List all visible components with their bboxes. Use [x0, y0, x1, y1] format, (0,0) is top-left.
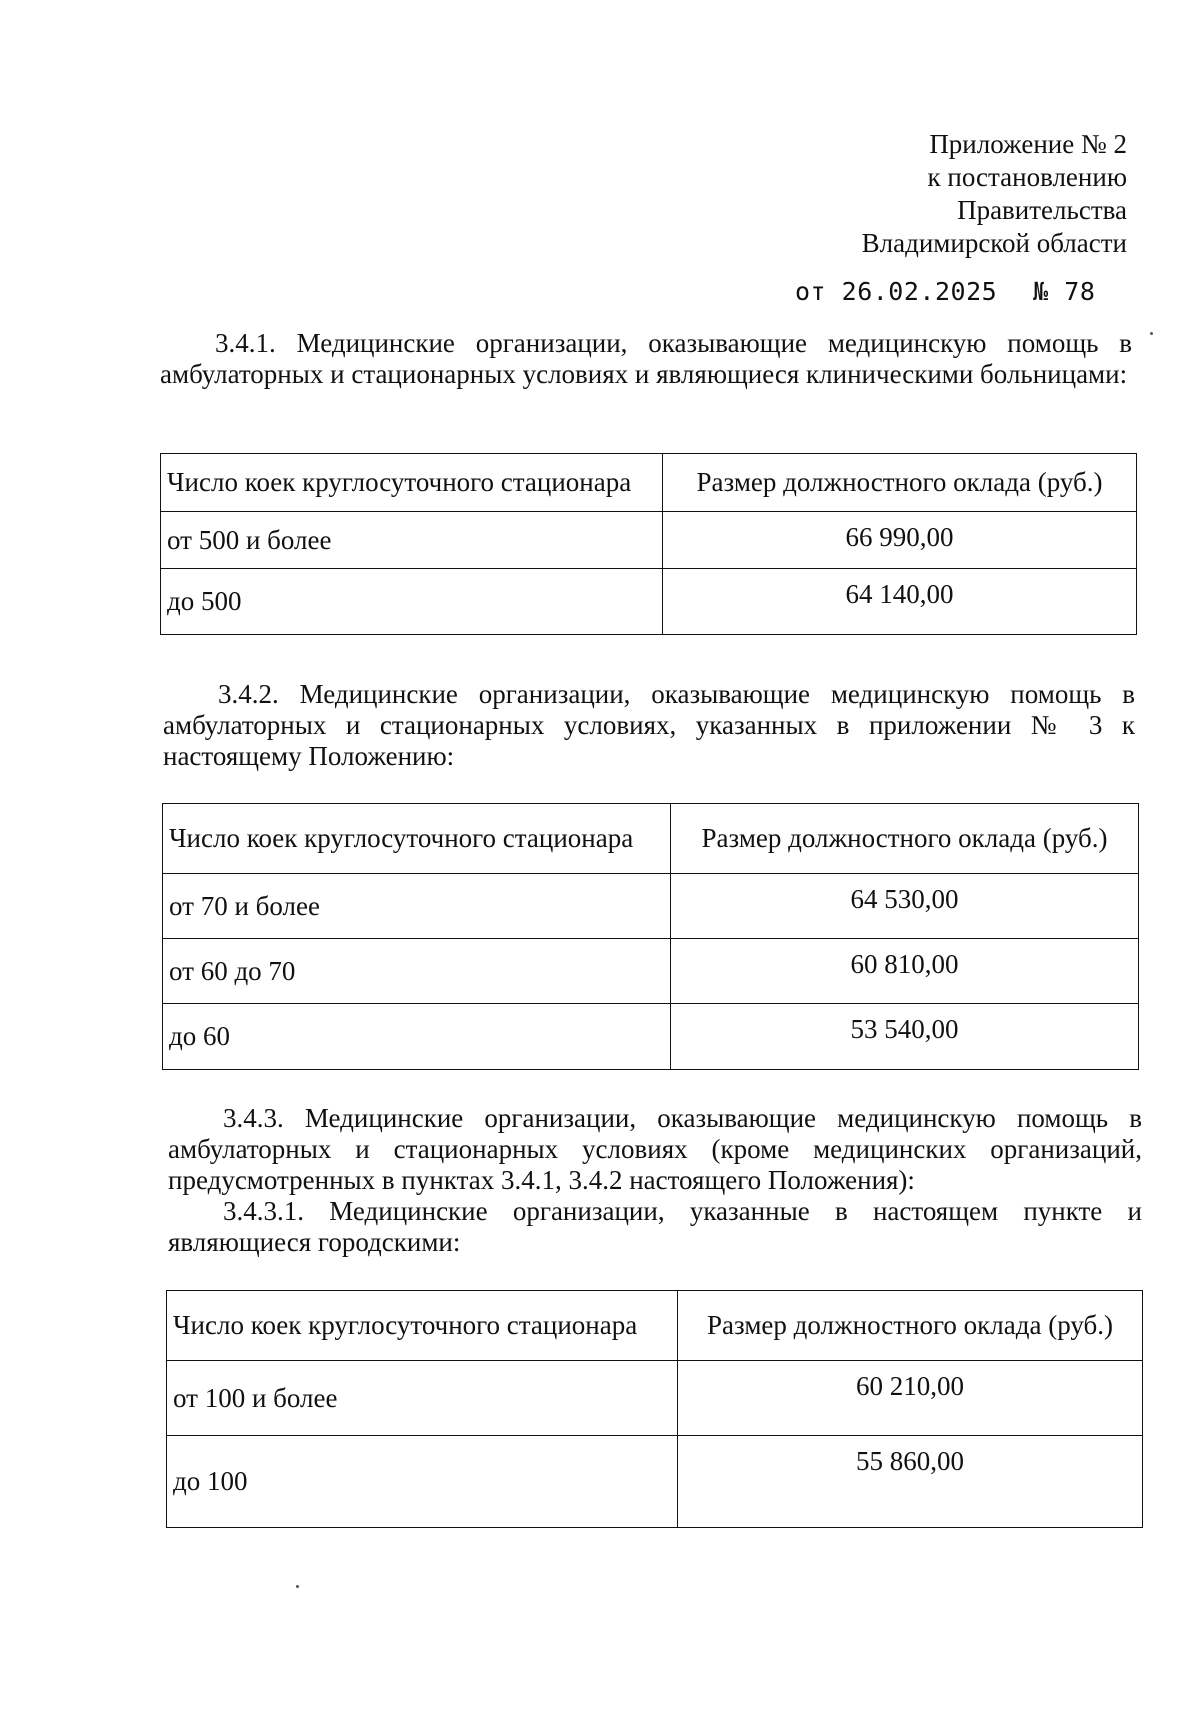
bed-count-cell: до 500 [161, 569, 663, 635]
table-row [167, 1436, 1143, 1528]
salary-cell: 60 810,00 [671, 939, 1139, 1004]
scan-speck [296, 1585, 299, 1588]
salary-table-3-4-3-1 [166, 1290, 1143, 1528]
section-3-4-3-1-text: 3.4.3.1. Медицинские организации, указанные в настоящем пункте и являющиеся городскими: [168, 1196, 1142, 1257]
table-row [167, 1361, 1143, 1436]
salary-cell: 64 530,00 [671, 874, 1139, 939]
table-row [161, 512, 1137, 569]
header-bed-count: Число коек круглосуточного стационара [161, 454, 663, 512]
section-3-4-3-text: 3.4.3. Медицинские организации, оказывающие медицинскую помощь в амбулаторных и стационарных условиях (кроме медицинских организаций, предусмотренных в пунктах 3.4.1, 3.4.2 настоящего Положения): [168, 1103, 1142, 1195]
bed-count-cell: до 60 [163, 1004, 671, 1070]
salary-cell: 66 990,00 [663, 512, 1137, 569]
salary-cell: 53 540,00 [671, 1004, 1139, 1070]
header-salary: Размер должностного оклада (руб.) [663, 454, 1137, 512]
scan-speck [1150, 332, 1153, 335]
bed-count-cell: от 70 и более [163, 874, 671, 939]
bed-count-cell: от 500 и более [161, 512, 663, 569]
salary-cell: 60 210,00 [678, 1361, 1143, 1436]
registration-stamp [795, 277, 1095, 306]
registration-date: от 26.02.2025 [795, 277, 998, 306]
salary-cell: 64 140,00 [663, 569, 1137, 635]
registration-number: № 78 [1033, 277, 1096, 306]
appendix-reference: к постановлению [927, 162, 1127, 192]
salary-table-3-4-1 [160, 453, 1137, 635]
table-header-row [167, 1291, 1143, 1361]
header-bed-count: Число коек круглосуточного стационара [167, 1291, 678, 1361]
table-row [163, 874, 1139, 939]
appendix-header [707, 128, 1127, 260]
appendix-authority: Правительства [957, 195, 1127, 225]
table-header-row [163, 804, 1139, 874]
appendix-number: Приложение № 2 [929, 129, 1127, 159]
header-bed-count: Число коек круглосуточного стационара [163, 804, 671, 874]
table-row [163, 1004, 1139, 1070]
table-header-row [161, 454, 1137, 512]
header-salary: Размер должностного оклада (руб.) [678, 1291, 1143, 1361]
bed-count-cell: до 100 [167, 1436, 678, 1528]
table-row [161, 569, 1137, 635]
table-row [163, 939, 1139, 1004]
appendix-region: Владимирской области [861, 228, 1127, 258]
header-salary: Размер должностного оклада (руб.) [671, 804, 1139, 874]
section-3-4-1-text: 3.4.1. Медицинские организации, оказывающие медицинскую помощь в амбулаторных и стационарных условиях и являющиеся клиническими больницами: [160, 328, 1132, 389]
bed-count-cell: от 60 до 70 [163, 939, 671, 1004]
section-3-4-2-text: 3.4.2. Медицинские организации, оказывающие медицинскую помощь в амбулаторных и стационарных условиях, указанных в приложении № 3 к настоящему Положению: [163, 679, 1135, 771]
bed-count-cell: от 100 и более [167, 1361, 678, 1436]
salary-cell: 55 860,00 [678, 1436, 1143, 1528]
salary-table-3-4-2 [162, 803, 1139, 1070]
